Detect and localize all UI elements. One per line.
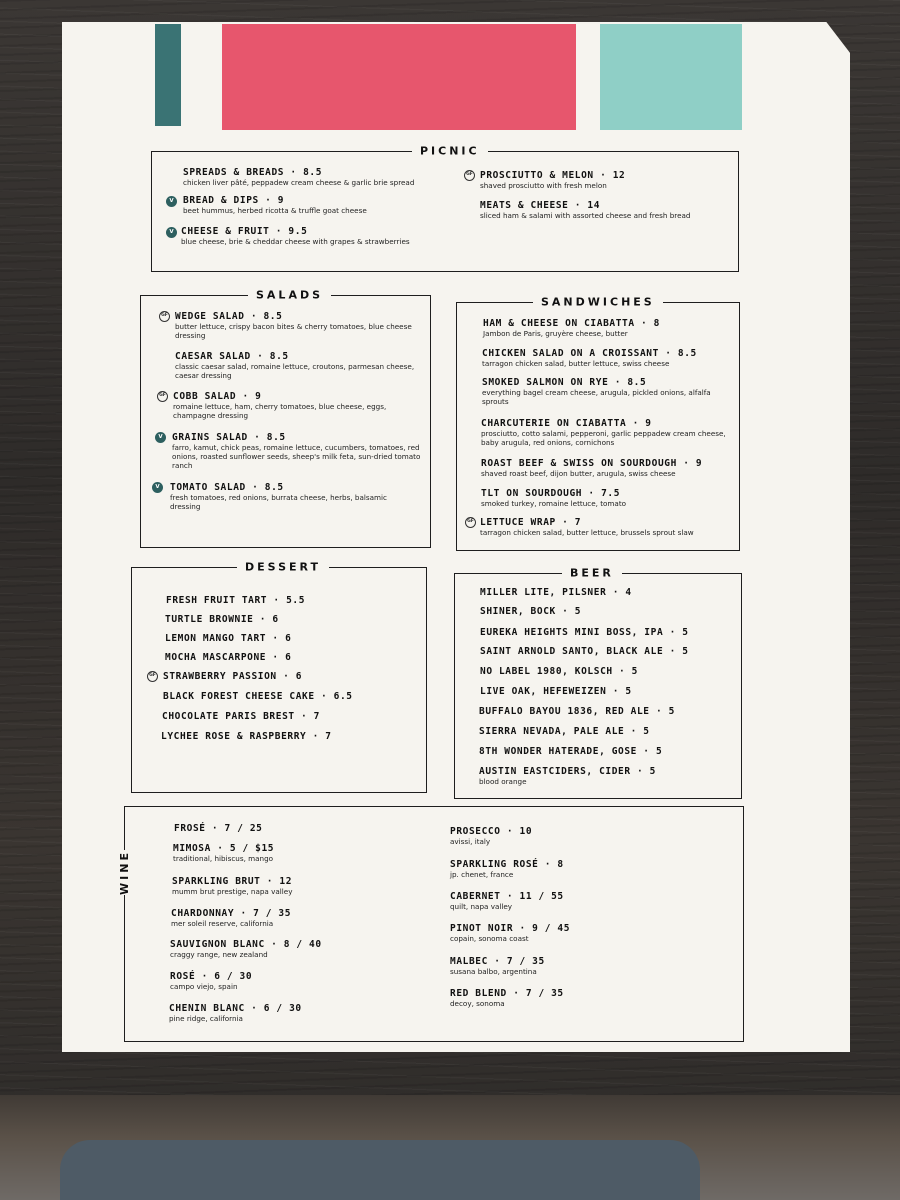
item-title: CHICKEN SALAD ON A CROISSANT · 8.5 bbox=[482, 348, 697, 359]
menu-item bbox=[162, 711, 320, 722]
menu-item bbox=[172, 876, 292, 896]
item-title: LEMON MANGO TART · 6 bbox=[165, 633, 292, 644]
item-title: WEDGE SALAD · 8.5 bbox=[175, 311, 283, 322]
menu-item bbox=[165, 614, 279, 625]
wine-heading bbox=[119, 850, 133, 895]
dessert-heading: DESSERT bbox=[237, 561, 329, 574]
item-title: SIERRA NEVADA, PALE ALE · 5 bbox=[479, 726, 650, 737]
menu-item bbox=[165, 633, 291, 644]
item-title: FRESH FRUIT TART · 5.5 bbox=[166, 595, 306, 606]
item-title: LETTUCE WRAP · 7 bbox=[480, 517, 582, 528]
item-title: STRAWBERRY PASSION · 6 bbox=[163, 671, 303, 682]
vegan-badge-icon: V bbox=[166, 196, 177, 207]
menu-item bbox=[480, 606, 581, 617]
item-description: butter lettuce, crispy bacon bites & cherry tomatoes, blue cheese dressing bbox=[175, 322, 412, 340]
item-title: PROSCIUTTO & MELON · 12 bbox=[480, 170, 626, 181]
menu-item bbox=[171, 908, 291, 928]
item-description: susana balbo, argentina bbox=[450, 967, 537, 976]
item-description: traditional, hibiscus, mango bbox=[173, 854, 274, 863]
menu-item bbox=[480, 666, 638, 677]
item-description: campo viejo, spain bbox=[170, 982, 238, 991]
item-description: chicken liver pâté, peppadew cream cheese & garlic brie spread bbox=[183, 178, 415, 187]
menu-item bbox=[480, 627, 689, 638]
color-band-teal bbox=[155, 24, 181, 126]
menu-item bbox=[170, 482, 415, 511]
item-title: CHARCUTERIE ON CIABATTA · 9 bbox=[481, 418, 652, 429]
person-leg bbox=[60, 1140, 700, 1200]
item-title: CHOCOLATE PARIS BREST · 7 bbox=[162, 711, 320, 722]
item-title: MOCHA MASCARPONE · 6 bbox=[165, 652, 292, 663]
salads-heading: SALADS bbox=[248, 289, 331, 302]
item-title: TOMATO SALAD · 8.5 bbox=[170, 482, 284, 493]
item-title: AUSTIN EASTCIDERS, CIDER · 5 bbox=[479, 766, 656, 777]
beer-heading: BEER bbox=[562, 567, 622, 580]
item-title: EUREKA HEIGHTS MINI BOSS, IPA · 5 bbox=[480, 627, 689, 638]
item-title: SAINT ARNOLD SANTO, BLACK ALE · 5 bbox=[480, 646, 689, 657]
menu-item bbox=[481, 418, 733, 447]
item-title: ROAST BEEF & SWISS ON SOURDOUGH · 9 bbox=[481, 458, 703, 469]
menu-item bbox=[481, 458, 733, 478]
item-description: farro, kamut, chick peas, romaine lettuce, cucumbers, tomatoes, red onions, roasted sunflower seeds, sheep's milk feta, sun-dried tomato ranch bbox=[172, 443, 421, 470]
item-title: SPREADS & BREADS · 8.5 bbox=[183, 167, 323, 178]
item-title: PROSECCO · 10 bbox=[450, 826, 533, 837]
item-title: GRAINS SALAD · 8.5 bbox=[172, 432, 286, 443]
menu-item bbox=[163, 691, 353, 702]
item-description: romaine lettuce, ham, cherry tomatoes, blue cheese, eggs, champagne dressing bbox=[173, 402, 387, 420]
menu-item bbox=[181, 226, 471, 246]
menu-item bbox=[479, 746, 662, 757]
item-description: tarragon chicken salad, butter lettuce, swiss cheese bbox=[482, 359, 670, 368]
item-title: LYCHEE ROSE & RASPBERRY · 7 bbox=[161, 731, 332, 742]
item-description: classic caesar salad, romaine lettuce, croutons, parmesan cheese, caesar dressing bbox=[175, 362, 415, 380]
item-title: BREAD & DIPS · 9 bbox=[183, 195, 285, 206]
menu-item bbox=[479, 726, 650, 737]
color-band-mint bbox=[600, 24, 742, 130]
item-title: MALBEC · 7 / 35 bbox=[450, 956, 545, 967]
item-title: LIVE OAK, HEFEWEIZEN · 5 bbox=[480, 686, 632, 697]
menu-item bbox=[165, 652, 291, 663]
menu-item bbox=[482, 348, 732, 368]
item-title: NO LABEL 1980, KOLSCH · 5 bbox=[480, 666, 638, 677]
menu-item bbox=[483, 318, 733, 338]
menu-item bbox=[170, 971, 252, 991]
item-title: SHINER, BOCK · 5 bbox=[480, 606, 582, 617]
menu-item bbox=[161, 731, 332, 742]
menu-item bbox=[450, 923, 570, 943]
item-title: SPARKLING BRUT · 12 bbox=[172, 876, 293, 887]
menu-item bbox=[169, 1003, 302, 1023]
item-title: ROSÉ · 6 / 30 bbox=[170, 971, 253, 982]
menu-item bbox=[479, 766, 656, 786]
item-description: quilt, napa valley bbox=[450, 902, 513, 911]
vegan-badge-icon: V bbox=[155, 432, 166, 443]
vegan-badge-icon: V bbox=[152, 482, 163, 493]
menu-item bbox=[170, 939, 322, 959]
item-title: BUFFALO BAYOU 1836, RED ALE · 5 bbox=[479, 706, 675, 717]
item-title: SPARKLING ROSÉ · 8 bbox=[450, 859, 564, 870]
menu-item bbox=[172, 432, 422, 470]
menu-item bbox=[480, 587, 632, 598]
item-description: prosciutto, cotto salami, pepperoni, garlic peppadew cream cheese, baby arugula, red onions, cornichons bbox=[481, 429, 726, 447]
menu-item bbox=[450, 859, 564, 879]
menu-item bbox=[480, 686, 632, 697]
item-description: shaved roast beef, dijon butter, arugula, swiss cheese bbox=[481, 469, 676, 478]
item-description: mumm brut prestige, napa valley bbox=[172, 887, 293, 896]
item-description: mer soleil reserve, california bbox=[171, 919, 274, 928]
item-description: copain, sonoma coast bbox=[450, 934, 529, 943]
menu-item bbox=[480, 170, 730, 190]
item-description: craggy range, new zealand bbox=[170, 950, 268, 959]
item-title: CHARDONNAY · 7 / 35 bbox=[171, 908, 292, 919]
item-title: SAUVIGNON BLANC · 8 / 40 bbox=[170, 939, 322, 950]
item-title: SMOKED SALMON ON RYE · 8.5 bbox=[482, 377, 647, 388]
vegan-badge-icon: V bbox=[166, 227, 177, 238]
gluten-free-badge-icon: GF bbox=[464, 170, 475, 181]
menu-item bbox=[173, 391, 420, 420]
item-description: smoked turkey, romaine lettuce, tomato bbox=[481, 499, 627, 508]
item-description: tarragon chicken salad, butter lettuce, brussels sprout slaw bbox=[480, 528, 694, 537]
item-description: avissi, italy bbox=[450, 837, 491, 846]
gluten-free-badge-icon: GF bbox=[157, 391, 168, 402]
sandwiches-heading: SANDWICHES bbox=[533, 296, 663, 309]
item-title: PINOT NOIR · 9 / 45 bbox=[450, 923, 571, 934]
item-title: CABERNET · 11 / 55 bbox=[450, 891, 564, 902]
item-title: TLT ON SOURDOUGH · 7.5 bbox=[481, 488, 621, 499]
menu-item bbox=[173, 843, 274, 863]
menu-item bbox=[450, 826, 532, 846]
item-title: BLACK FOREST CHEESE CAKE · 6.5 bbox=[163, 691, 353, 702]
gluten-free-badge-icon: GF bbox=[147, 671, 158, 682]
item-description: blood orange bbox=[479, 777, 527, 786]
item-title: CAESAR SALAD · 8.5 bbox=[175, 351, 289, 362]
item-title: MIMOSA · 5 / $15 bbox=[173, 843, 275, 854]
item-title: TURTLE BROWNIE · 6 bbox=[165, 614, 279, 625]
item-description: decoy, sonoma bbox=[450, 999, 505, 1008]
menu-item bbox=[175, 311, 420, 340]
menu-item bbox=[481, 488, 731, 508]
item-title: 8TH WONDER HATERADE, GOSE · 5 bbox=[479, 746, 663, 757]
menu-item bbox=[163, 671, 302, 682]
menu-item bbox=[482, 377, 732, 406]
item-title: FROSÉ · 7 / 25 bbox=[174, 823, 263, 834]
menu-item bbox=[183, 167, 463, 187]
wine-heading-text: WINE bbox=[118, 850, 131, 895]
menu-item bbox=[480, 200, 735, 220]
item-description: sliced ham & salami with assorted cheese and fresh bread bbox=[480, 211, 691, 220]
gluten-free-badge-icon: GF bbox=[159, 311, 170, 322]
picnic-heading: PICNIC bbox=[412, 145, 488, 158]
item-title: CHEESE & FRUIT · 9.5 bbox=[181, 226, 308, 237]
menu-item bbox=[175, 351, 420, 380]
item-description: blue cheese, brie & cheddar cheese with grapes & strawberries bbox=[181, 237, 410, 246]
color-band-pink bbox=[222, 24, 576, 130]
menu-item bbox=[480, 646, 689, 657]
menu-item bbox=[174, 823, 262, 834]
item-title: RED BLEND · 7 / 35 bbox=[450, 988, 564, 999]
item-title: MILLER LITE, PILSNER · 4 bbox=[480, 587, 632, 598]
item-title: MEATS & CHEESE · 14 bbox=[480, 200, 601, 211]
item-title: HAM & CHEESE ON CIABATTA · 8 bbox=[483, 318, 660, 329]
item-description: pine ridge, california bbox=[169, 1014, 243, 1023]
item-description: jp. chenet, france bbox=[450, 870, 514, 879]
menu-item bbox=[183, 195, 463, 215]
item-title: CHENIN BLANC · 6 / 30 bbox=[169, 1003, 302, 1014]
item-description: everything bagel cream cheese, arugula, pickled onions, alfalfa sprouts bbox=[482, 388, 711, 406]
menu-item bbox=[166, 595, 305, 606]
menu-item bbox=[479, 706, 675, 717]
gluten-free-badge-icon: GF bbox=[465, 517, 476, 528]
item-description: beet hummus, herbed ricotta & truffle goat cheese bbox=[183, 206, 367, 215]
item-title: COBB SALAD · 9 bbox=[173, 391, 262, 402]
item-description: shaved prosciutto with fresh melon bbox=[480, 181, 607, 190]
menu-item bbox=[480, 517, 735, 537]
menu-item bbox=[450, 956, 545, 976]
item-description: fresh tomatoes, red onions, burrata cheese, herbs, balsamic dressing bbox=[170, 493, 387, 511]
menu-item bbox=[450, 891, 564, 911]
menu-item bbox=[450, 988, 564, 1008]
item-description: Jambon de Paris, gruyère cheese, butter bbox=[483, 329, 628, 338]
